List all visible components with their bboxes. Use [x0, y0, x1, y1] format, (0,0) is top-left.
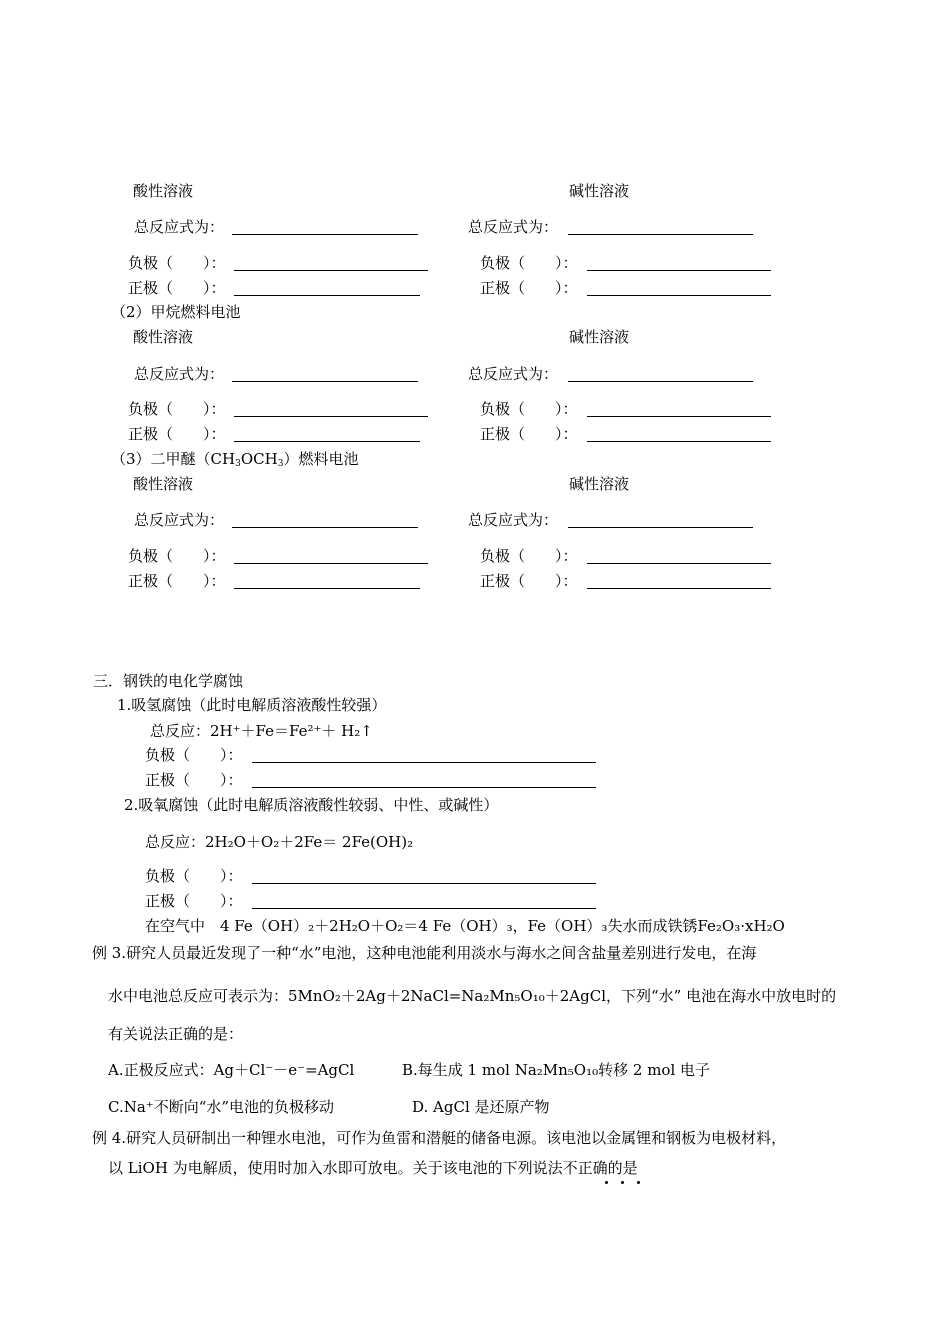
answer-blank[interactable] [252, 883, 596, 884]
neg-label-base-1: 负极（ ）： [480, 254, 578, 272]
total-label-acid-3: 总反应式为： [134, 511, 225, 529]
answer-blank[interactable] [587, 295, 771, 296]
answer-blank[interactable] [234, 270, 428, 271]
answer-blank[interactable] [234, 563, 428, 564]
acid-label-3: 酸性溶液 [133, 475, 194, 493]
rust-formation-text: 在空气中 4 Fe（OH）₂＋2H₂O＋O₂＝4 Fe（OH）₃，Fe（OH）₃失水而成铁锈Fe₂O₃·xH₂O [145, 917, 785, 935]
base-label-3: 碱性溶液 [569, 475, 630, 493]
total-label-acid-1: 总反应式为： [134, 218, 225, 236]
answer-blank[interactable] [252, 908, 596, 909]
option-a[interactable]: A.正极反应式：Ag＋Cl⁻－e⁻=AgCl [108, 1061, 355, 1079]
answer-blank[interactable] [587, 588, 771, 589]
answer-blank[interactable] [252, 762, 596, 763]
pos-label-base-3: 正极（ ）： [480, 572, 578, 590]
neg-label-acid-1: 负极（ ）： [128, 254, 226, 272]
answer-blank[interactable] [252, 787, 596, 788]
hydrogen-corrosion-total: 总反应：2H⁺＋Fe＝Fe²⁺＋ H₂↑ [150, 722, 373, 740]
emphasis-dot [637, 1181, 640, 1184]
answer-blank[interactable] [232, 234, 418, 235]
total-label-base-2: 总反应式为： [468, 365, 559, 383]
dme-heading: （3）二甲醚$(CH_3OCH_3)$燃料电池 [111, 450, 359, 469]
option-d[interactable]: D. AgCl 是还原产物 [412, 1098, 550, 1116]
option-b[interactable]: B.每生成 1 mol Na₂Mn₅O₁₀转移 2 mol 电子 [402, 1061, 711, 1079]
example3-line1: 例 3.研究人员最近发现了一种“水”电池，这种电池能利用淡水与海水之间含盐量差别进行发电，在海 [92, 944, 757, 962]
answer-blank[interactable] [232, 381, 418, 382]
pos-label-acid-1: 正极（ ）： [128, 279, 226, 297]
example3-line3: 有关说法正确的是： [108, 1025, 244, 1043]
oxygen-neg-label: 负极（ ）： [145, 867, 243, 885]
base-label-1: 碱性溶液 [569, 182, 630, 200]
total-label-base-3: 总反应式为： [468, 511, 559, 529]
answer-blank[interactable] [587, 563, 771, 564]
answer-blank[interactable] [234, 441, 420, 442]
answer-blank[interactable] [568, 381, 753, 382]
base-label-2: 碱性溶液 [569, 328, 630, 346]
methane-heading: （2）甲烷燃料电池 [111, 303, 241, 321]
example4-line1: 例 4.研究人员研制出一种锂水电池，可作为鱼雷和潜艇的储备电源。该电池以金属锂和钢板为电极材料， [92, 1129, 787, 1147]
answer-blank[interactable] [234, 295, 420, 296]
answer-blank[interactable] [587, 416, 771, 417]
answer-blank[interactable] [232, 527, 418, 528]
hydrogen-neg-label: 负极（ ）： [145, 746, 243, 764]
total-label-acid-2: 总反应式为： [134, 365, 225, 383]
total-label-base-1: 总反应式为： [468, 218, 559, 236]
answer-blank[interactable] [587, 270, 771, 271]
acid-label-1: 酸性溶液 [133, 182, 194, 200]
corrosion-title: 三．钢铁的电化学腐蚀 [93, 672, 244, 690]
neg-label-base-3: 负极（ ）： [480, 547, 578, 565]
pos-label-base-2: 正极（ ）： [480, 425, 578, 443]
example3-line2: 水中电池总反应可表示为：5MnO₂＋2Ag＋2NaCl=Na₂Mn₅O₁₀＋2AgCl，下列“水” 电池在海水中放电时的 [108, 987, 837, 1005]
oxygen-pos-label: 正极（ ）： [145, 892, 243, 910]
pos-label-base-1: 正极（ ）： [480, 279, 578, 297]
neg-label-base-2: 负极（ ）： [480, 400, 578, 418]
pos-label-acid-3: 正极（ ）： [128, 572, 226, 590]
answer-blank[interactable] [234, 416, 428, 417]
example4-line2: 以 LiOH 为电解质，使用时加入水即可放电。关于该电池的下列说法不正确的是 [108, 1159, 638, 1177]
answer-blank[interactable] [568, 527, 753, 528]
oxygen-corrosion-total: 总反应：2H₂O＋O₂＋2Fe＝ 2Fe(OH)₂ [145, 833, 414, 851]
emphasis-dot [605, 1181, 608, 1184]
option-c[interactable]: C.Na⁺不断向“水”电池的负极移动 [108, 1098, 335, 1116]
oxygen-corrosion-heading: 2.吸氧腐蚀（此时电解质溶液酸性较弱、中性、或碱性） [124, 796, 499, 814]
answer-blank[interactable] [568, 234, 753, 235]
hydrogen-pos-label: 正极（ ）： [145, 771, 243, 789]
emphasis-dot [621, 1181, 624, 1184]
pos-label-acid-2: 正极（ ）： [128, 425, 226, 443]
answer-blank[interactable] [587, 441, 771, 442]
neg-label-acid-2: 负极（ ）： [128, 400, 226, 418]
acid-label-2: 酸性溶液 [133, 328, 194, 346]
hydrogen-corrosion-heading: 1.吸氢腐蚀（此时电解质溶液酸性较强） [117, 696, 387, 714]
answer-blank[interactable] [234, 588, 420, 589]
neg-label-acid-3: 负极（ ）： [128, 547, 226, 565]
